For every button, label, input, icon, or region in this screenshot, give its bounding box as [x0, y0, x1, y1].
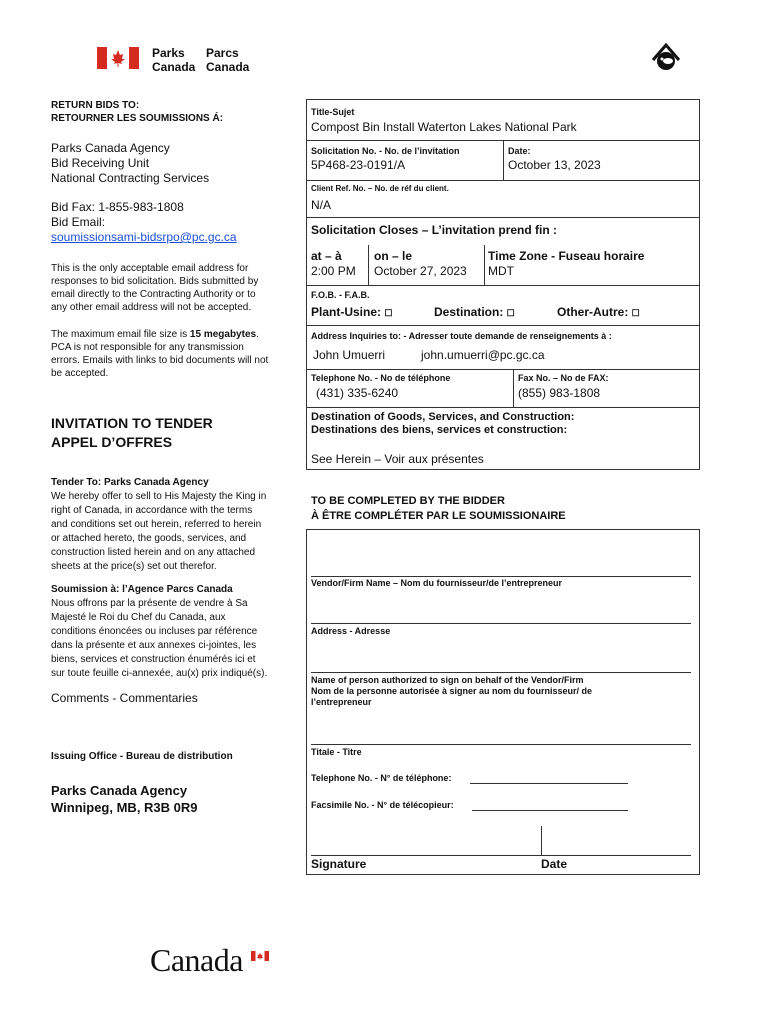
bidder-telephone-line[interactable] — [470, 783, 628, 784]
address-line-2: Bid Receiving Unit — [51, 156, 150, 170]
parks-en-2: Canada — [152, 60, 196, 74]
bid-email-link[interactable]: soumissionsami-bidsrpo@pc.gc.ca — [51, 230, 237, 244]
other-autre-label: Other-Autre: — [557, 305, 632, 319]
address-label: Address - Adresse — [311, 626, 391, 636]
soum-line-4: dans la présente et aux annexes ci-jointes, les — [51, 640, 257, 651]
max-size-post: . — [256, 329, 259, 340]
authorized-person-line[interactable] — [311, 672, 691, 673]
tender-to: Tender To: Parks Canada Agency — [51, 477, 209, 488]
beaver-logo-icon — [650, 42, 682, 72]
other-autre-checkbox[interactable]: ☐ — [631, 308, 640, 318]
on-label: on – le — [374, 249, 413, 263]
max-size-notice — [51, 328, 268, 380]
date-label: Date: — [508, 146, 531, 156]
telephone-label: Telephone No. - No de téléphone — [311, 373, 451, 383]
auth-line-3: l’entrepreneur — [311, 697, 372, 707]
soum-line-3: conditions énoncées ou incluses par référence — [51, 626, 258, 637]
destination-label: Destination: — [434, 305, 507, 319]
email-notice — [51, 262, 258, 314]
tender-line-6: sheets at the price(s) set out therefor. — [51, 561, 217, 572]
bidder-heading — [311, 494, 566, 524]
date-signature-label: Date — [541, 857, 568, 871]
on-value: October 27, 2023 — [374, 264, 467, 278]
parks-fr-wordmark — [206, 46, 249, 74]
destination-checkbox[interactable]: ☐ — [506, 308, 515, 318]
bidder-heading-fr: À ÊTRE COMPLÉTER PAR LE SOUMISSIONAIRE — [311, 510, 566, 522]
return-bids-heading — [51, 99, 223, 125]
soum-line-6: sur toute feuille ci-annexée, au(x) prix indiqué(s). — [51, 668, 268, 679]
plant-usine-checkbox[interactable]: ☐ — [384, 308, 393, 318]
bid-fax: Bid Fax: 1-855-983-1808 — [51, 200, 184, 214]
comments-label: Comments - Commentaries — [51, 691, 198, 705]
contact-email[interactable]: john.umuerri@pc.gc.ca — [421, 348, 545, 362]
bid-email-label: Bid Email: — [51, 215, 106, 229]
title-label: Title-Sujet — [311, 107, 355, 117]
plant-usine-label: Plant-Usine: — [311, 305, 385, 319]
destination-goods-en: Destination of Goods, Services, and Construction: — [311, 411, 575, 423]
itt-fr: APPEL D’OFFRES — [51, 434, 173, 450]
tender-line-2: right of Canada, in accordance with the terms — [51, 505, 253, 516]
vendor-name-line[interactable] — [311, 576, 691, 577]
tender-line-4: or attached hereto, the goods, services, and — [51, 533, 247, 544]
solicitation-closes-label: Solicitation Closes – L’invitation prend fin : — [311, 223, 558, 237]
address-inquiries-label: Address Inquiries to: - Adresser toute demande de renseignements à : — [311, 331, 612, 341]
title-value: Compost Bin Install Waterton Lakes National Park — [311, 120, 577, 134]
auth-line-2: Nom de la personne autorisée à signer au nom du fournisseur/ de — [311, 686, 593, 696]
bidder-facsimile-label: Facsimile No. - N° de télécopieur: — [311, 800, 454, 810]
signature-label: Signature — [311, 857, 367, 871]
address-line-3: National Contracting Services — [51, 171, 210, 185]
at-value: 2:00 PM — [311, 264, 356, 278]
parks-en-wordmark — [152, 46, 195, 74]
time-zone-label: Time Zone - Fuseau horaire — [488, 249, 645, 263]
bidder-telephone-label: Telephone No. - N° de téléphone: — [311, 773, 452, 783]
fob-label: F.O.B. - F.A.B. — [311, 290, 370, 300]
return-address — [51, 141, 209, 186]
email-notice-4: any other email address will not be accepted. — [51, 302, 252, 313]
title-line[interactable] — [311, 744, 691, 745]
other-autre-field — [557, 305, 640, 319]
email-notice-2: responses to bid solicitation. Bids submitted by — [51, 276, 259, 287]
issuing-office-label: Issuing Office - Bureau de distribution — [51, 751, 233, 762]
email-notice-3: email directly to the Contracting Authority or to — [51, 289, 256, 300]
destination-field — [434, 305, 515, 319]
max-size-pre: The maximum email file size is — [51, 329, 190, 340]
destination-of-goods — [311, 411, 574, 437]
date-value: October 13, 2023 — [508, 158, 601, 172]
tender-statement-en — [51, 476, 266, 574]
tender-line-3: and conditions set out herein, referred to herein — [51, 519, 262, 530]
canada-wordmark-text: Canada — [150, 942, 243, 978]
tender-statement-fr — [51, 583, 267, 681]
see-herein: See Herein – Voir aux présentes — [311, 452, 484, 466]
bid-contact — [51, 200, 237, 245]
parks-canada-flag-icon — [97, 47, 139, 69]
issuing-office-address — [51, 782, 198, 816]
canada-wordmark-flag-icon — [251, 948, 269, 958]
address-line-1: Parks Canada Agency — [51, 141, 170, 155]
return-bids-fr: RETOURNER LES SOUMISSIONS Á: — [51, 113, 224, 124]
fax-label: Fax No. – No de FAX: — [518, 373, 609, 383]
contact-name: John Umuerri — [313, 348, 386, 362]
vendor-name-label: Vendor/Firm Name – Nom du fournisseur/de l’entrepreneur — [311, 578, 563, 588]
client-ref-label: Client Ref. No. – No. de réf du client. — [311, 184, 449, 193]
bidder-title-label: Titale - Titre — [311, 747, 362, 757]
office-line-2: Winnipeg, MB, R3B 0R9 — [51, 800, 198, 815]
time-zone-value: MDT — [488, 264, 514, 278]
tender-line-5: construction listed herein and on any attached — [51, 547, 256, 558]
bidder-heading-en: TO BE COMPLETED BY THE BIDDER — [311, 495, 505, 507]
canada-wordmark — [150, 942, 243, 982]
parks-en-1: Parks — [152, 46, 185, 60]
max-size-line-3: errors. Emails with links to bid documents will not — [51, 355, 269, 366]
invitation-to-tender-title — [51, 414, 213, 452]
auth-line-1: Name of person authorized to sign on behalf of the Vendor/Firm — [311, 675, 584, 685]
itt-en: INVITATION TO TENDER — [51, 415, 213, 431]
office-line-1: Parks Canada Agency — [51, 783, 188, 798]
return-bids-en: RETURN BIDS TO: — [51, 100, 140, 111]
parks-fr-1: Parcs — [206, 46, 239, 60]
solicitation-no-label: Solicitation No. - No. de l’invitation — [311, 146, 460, 156]
max-size-line-2: PCA is not responsible for any transmission — [51, 342, 244, 353]
fax-value: (855) 983-1808 — [518, 386, 601, 400]
bidder-facsimile-line[interactable] — [472, 810, 628, 811]
email-notice-1: This is the only acceptable email address for — [51, 263, 249, 274]
soum-line-5: biens, services et construction énumérés ici et — [51, 654, 256, 665]
tender-line-1: We hereby offer to sell to His Majesty the King in — [51, 491, 267, 502]
max-size-line-1 — [51, 328, 268, 341]
telephone-value: (431) 335-6240 — [316, 386, 399, 400]
destination-goods-fr: Destinations des biens, services et construction: — [311, 424, 568, 436]
address-line[interactable] — [311, 623, 691, 624]
max-size-value: 15 megabytes — [189, 329, 257, 340]
soumission-to: Soumission à: l’Agence Parcs Canada — [51, 584, 233, 595]
soum-line-1: Nous offrons par la présente de vendre à Sa — [51, 598, 248, 609]
solicitation-no-value: 5P468-23-0191/A — [311, 158, 406, 172]
at-label: at – à — [311, 249, 342, 263]
signature-line[interactable] — [311, 855, 691, 856]
authorized-person-label — [311, 675, 592, 708]
max-size-line-4: be accepted. — [51, 368, 109, 379]
plant-usine-field — [311, 305, 392, 319]
parks-fr-2: Canada — [206, 60, 250, 74]
soum-line-2: Majesté le Roi du Chef du Canada, aux — [51, 612, 226, 623]
client-ref-value: N/A — [311, 198, 332, 212]
